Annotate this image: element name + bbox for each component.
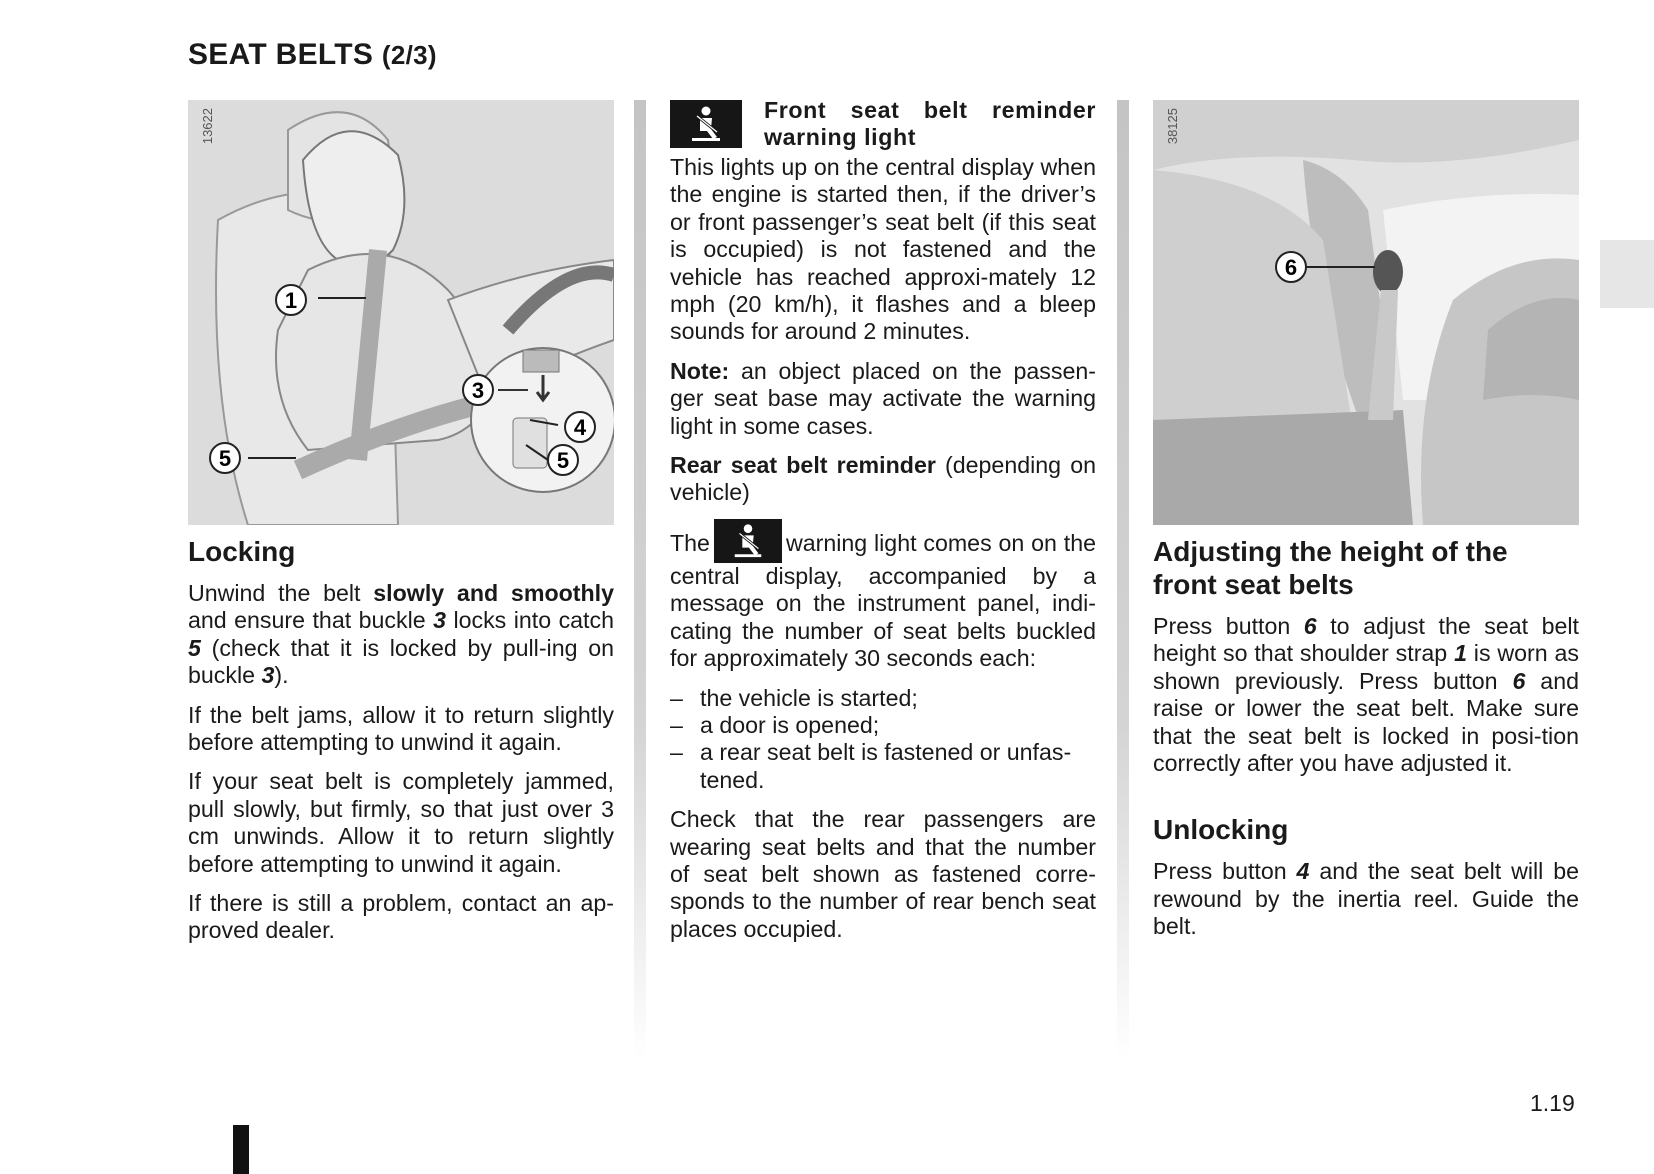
list-item: – the vehicle is started;: [670, 685, 1096, 712]
list-item: – a rear seat belt is fastened or unfas-tened.: [670, 739, 1096, 794]
figure-number: 13622: [200, 108, 215, 145]
paragraph-locking-1: Unwind the belt slowly and smoothly and ensure that buckle 3 locks into catch 5 (check that it is locked by pull-ing on buckle 3).: [188, 580, 614, 689]
paragraph-locking-2: If the belt jams, allow it to return slightly before attempting to unwind it again.: [188, 701, 614, 756]
callout-6: 6: [1284, 255, 1298, 280]
belt-height-adjuster-photo: [1153, 100, 1579, 525]
column-divider: [634, 100, 646, 1060]
chapter-tab: [1600, 240, 1654, 308]
reminder-condition-list: [670, 685, 1096, 795]
pillar-drawing: [1153, 100, 1579, 525]
callout-5: 5: [218, 446, 232, 471]
paragraph-adjusting: Press button 6 to adjust the seat belt height so that shoulder strap 1 is worn as shown previously. Press button 6 and raise or lower the seat belt. Make sure that the seat belt is locked in posi-tion correctly after you have adjusted it.: [1153, 613, 1579, 777]
column-divider: [1117, 100, 1129, 1060]
paragraph-front-reminder: This lights up on the central display when the engine is started then, if the driver’s or front passenger’s seat belt (if this seat is occupied) is not fastened and the vehicle has reached approxi-mately 12 mph (20 km/h), it flashes and a bleep sounds for around 2 minutes.: [670, 154, 1096, 345]
figure-number: 38125: [1165, 108, 1180, 145]
paragraph-locking-4: If there is still a problem, contact an ap-proved dealer.: [188, 890, 614, 944]
paragraph-note: Note: an object placed on the passen-ger seat base may activate the warning light in some cases.: [670, 357, 1096, 439]
heading-adjusting: Adjusting the height of the front seat belts: [1153, 536, 1508, 600]
column-locking: [188, 100, 614, 957]
front-reminder-title: Front seat belt reminder warning light: [764, 97, 1096, 151]
front-reminder-header: [670, 97, 1096, 154]
seatbelt-warning-icon: [670, 100, 742, 148]
column-reminder: [670, 97, 1097, 955]
callout-1: 1: [284, 288, 298, 313]
seatbelt-warning-icon: [714, 519, 782, 563]
callout-5-inset: 5: [556, 448, 570, 473]
paragraph-rear-light: The warning light comes on on the central display, accompanied by a message on the instrument panel, indi-cating the number of seat belts buckled for approximately 30 seconds each:: [670, 519, 1096, 673]
list-item: – a door is opened;: [670, 712, 1096, 739]
paragraph-rear-reminder: Rear seat belt reminder (depending on vehicle): [670, 452, 1097, 506]
page-title-part: (2/3): [381, 40, 437, 70]
column-adjusting: [1153, 100, 1579, 953]
callout-4: 4: [573, 415, 587, 440]
paragraph-rear-check: Check that the rear passengers are wearing seat belts and that the number of seat belt shown as fastened corre-sponds to the number of rear bench seat places occupied.: [670, 806, 1096, 942]
driver-seat-belt-illustration: [188, 100, 614, 525]
page-number: 1.19: [1530, 1090, 1575, 1116]
binding-mark: [233, 1125, 249, 1174]
driver-drawing: [188, 100, 614, 525]
paragraph-locking-3: If your seat belt is completely jammed, pull slowly, but firmly, so that just over 3 cm unwinds. Allow it to return slightly before attempting to unwind it again.: [188, 768, 614, 877]
paragraph-unlocking: Press button 4 and the seat belt will be rewound by the inertia reel. Guide the belt.: [1153, 858, 1579, 940]
callout-3: 3: [471, 378, 485, 403]
heading-locking: Locking: [188, 536, 296, 567]
page-title: SEAT BELTS (2/3): [188, 38, 437, 71]
heading-unlocking: Unlocking: [1153, 814, 1289, 846]
